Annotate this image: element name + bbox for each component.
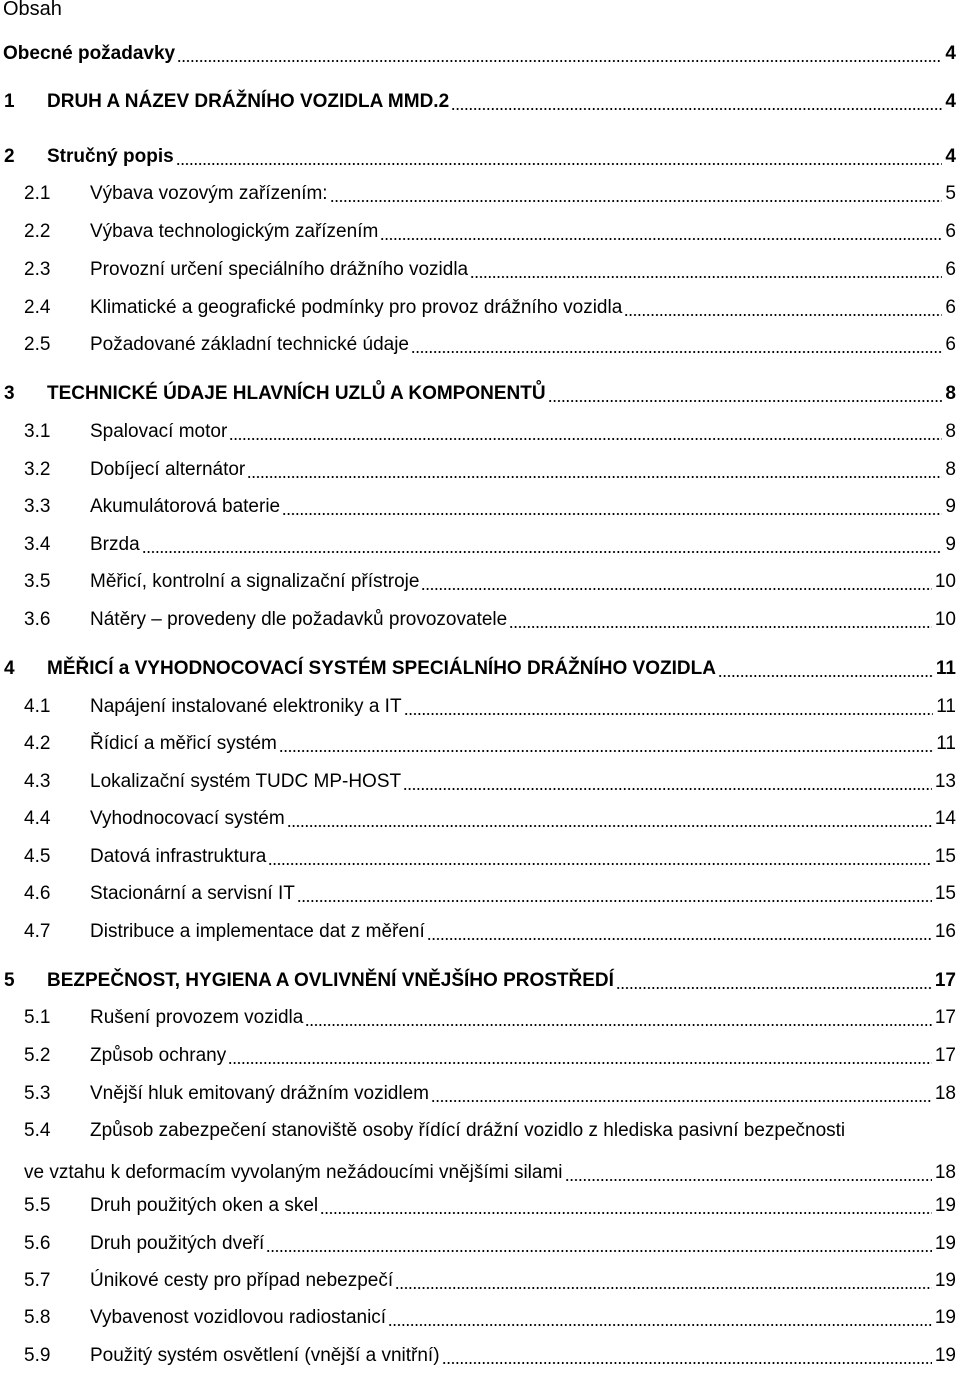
toc-entry-title: Klimatické a geografické podmínky pro provoz drážního vozidla	[90, 297, 623, 318]
toc-entry-number: 5.7	[24, 1270, 51, 1291]
toc-entry-page-number: 15	[934, 883, 956, 904]
toc-entry-page-number: 6	[945, 221, 956, 242]
dot-leader	[229, 438, 942, 440]
toc-entry-page-number: 11	[936, 733, 956, 754]
toc-entry[interactable]	[0, 730, 960, 760]
toc-entry-number: 3.5	[24, 571, 51, 592]
toc-entry-number: 3.2	[24, 459, 51, 480]
toc-entry[interactable]	[0, 967, 960, 997]
toc-entry-number: 5.1	[24, 1007, 51, 1028]
toc-entry-number: 5	[4, 970, 15, 991]
toc-entry[interactable]	[0, 456, 960, 486]
toc-entry-number: 5.4	[24, 1120, 51, 1141]
toc-entry-title: Požadované základní technické údaje	[90, 334, 410, 355]
toc-entry[interactable]	[0, 1230, 960, 1260]
dot-leader	[548, 400, 943, 402]
toc-entry[interactable]	[0, 88, 960, 118]
toc-entry-title: Stacionární a servisní IT	[90, 883, 295, 904]
toc-entry[interactable]	[0, 493, 960, 523]
dot-leader	[320, 1212, 932, 1214]
toc-entry-title: Vnější hluk emitovaný drážním vozidlem	[90, 1083, 429, 1104]
dot-leader	[411, 351, 942, 353]
toc-entry-number: 2.1	[24, 183, 51, 204]
toc-entry-title: Rušení provozem vozidla	[90, 1007, 304, 1028]
dot-leader	[442, 1362, 932, 1364]
toc-entry-number: 3	[4, 383, 15, 404]
dot-leader	[616, 987, 932, 989]
toc-entry-number: 4.5	[24, 846, 51, 867]
toc-entry-page-number: 8	[945, 421, 956, 442]
toc-entry-title: Druh použitých dveří	[90, 1233, 265, 1254]
toc-entry[interactable]	[0, 1192, 960, 1222]
toc-entry-title: Vybavenost vozidlovou radiostanicí	[90, 1307, 387, 1328]
dot-leader	[247, 476, 942, 478]
toc-entry-page-number: 8	[945, 459, 956, 480]
toc-entry-title: DRUH A NÁZEV DRÁŽNÍHO VOZIDLA MMD.2	[47, 91, 450, 112]
toc-entry-page-number: 19	[934, 1345, 956, 1366]
toc-entry-page-number: 8	[945, 383, 956, 404]
toc-entry[interactable]	[0, 1042, 960, 1072]
toc-entry-page-number: 6	[945, 334, 956, 355]
toc-entry-page-number: 6	[945, 297, 956, 318]
dot-leader	[565, 1179, 932, 1181]
toc-entry-title: Spalovací motor	[90, 421, 228, 442]
toc-entry-number: 4.7	[24, 921, 51, 942]
dot-leader	[509, 626, 932, 628]
toc-entry-page-number: 5	[945, 183, 956, 204]
toc-entry-title: Datová infrastruktura	[90, 846, 267, 867]
dot-leader	[431, 1100, 932, 1102]
dot-leader	[624, 314, 942, 316]
toc-entry-title: Řídicí a měřicí systém	[90, 733, 277, 754]
toc-entry-page-number: 14	[934, 808, 956, 829]
dot-leader	[266, 1250, 932, 1252]
dot-leader	[470, 276, 942, 278]
toc-entry-page-number: 4	[945, 91, 956, 112]
page-title: Obsah	[3, 0, 62, 20]
toc-entry-number: 2	[4, 146, 15, 167]
toc-entry[interactable]	[0, 880, 960, 910]
toc-entry-page-number: 13	[934, 771, 956, 792]
dot-leader	[176, 163, 943, 165]
toc-entry[interactable]	[0, 418, 960, 448]
toc-entry-title: Únikové cesty pro případ nebezpečí	[90, 1270, 394, 1291]
toc-entry-page-number: 18	[934, 1083, 956, 1104]
toc-entry-number: 5.2	[24, 1045, 51, 1066]
toc-entry-title: Obecné požadavky	[3, 43, 176, 64]
toc-entry-number: 4.3	[24, 771, 51, 792]
toc-entry-page-number: 19	[934, 1307, 956, 1328]
toc-entry-page-number: 19	[934, 1195, 956, 1216]
toc-entry-page-number: 17	[934, 1045, 956, 1066]
dot-leader	[427, 938, 932, 940]
toc-entry-number: 5.3	[24, 1083, 51, 1104]
dot-leader	[404, 713, 934, 715]
toc-entry-page-number: 16	[934, 921, 956, 942]
toc-entry-number: 5.8	[24, 1307, 51, 1328]
toc-entry-number: 2.4	[24, 297, 51, 318]
dot-leader	[388, 1324, 932, 1326]
toc-entry-title: Měřicí, kontrolní a signalizační přístroje	[90, 571, 420, 592]
toc-entry[interactable]	[0, 1304, 960, 1334]
toc-entry-page-number: 19	[934, 1233, 956, 1254]
toc-entry-number: 1	[4, 91, 15, 112]
toc-entry-number: 3.4	[24, 534, 51, 555]
toc-entry-title: Druh použitých oken a skel	[90, 1195, 319, 1216]
toc-entry[interactable]	[0, 331, 960, 361]
dot-leader	[282, 513, 942, 515]
toc-entry-number: 5.9	[24, 1345, 51, 1366]
toc-entry-number: 4.4	[24, 808, 51, 829]
toc-entry-continuation[interactable]	[0, 1159, 960, 1189]
toc-entry-title: Distribuce a implementace dat z měření	[90, 921, 425, 942]
dot-leader	[451, 108, 942, 110]
toc-entry-title: Použitý systém osvětlení (vnější a vnitřní)	[90, 1345, 440, 1366]
toc-entry[interactable]	[0, 143, 960, 173]
toc-entry[interactable]	[0, 256, 960, 286]
toc-entry[interactable]	[0, 294, 960, 324]
toc-entry-page-number: 6	[945, 259, 956, 280]
dot-leader	[228, 1062, 932, 1064]
toc-entry-page-number: 10	[934, 571, 956, 592]
toc-entry[interactable]	[0, 768, 960, 798]
toc-entry-title: Způsob zabezpečení stanoviště osoby řídící drážní vozidlo z hlediska pasivní bezpečnosti	[90, 1120, 846, 1141]
toc-entry-number: 2.5	[24, 334, 51, 355]
toc-entry-page-number: 11	[935, 658, 956, 679]
toc-entry-title: MĚŘICÍ a VYHODNOCOVACÍ SYSTÉM SPECIÁLNÍHO DRÁŽNÍHO VOZIDLA	[47, 658, 716, 679]
toc-entry-title-continuation: ve vztahu k deformacím vyvolaným nežádoucími vnějšími silami	[24, 1162, 563, 1183]
toc-entry-page-number: 19	[934, 1270, 956, 1291]
toc-entry[interactable]	[0, 218, 960, 248]
toc-entry-page-number: 11	[936, 696, 956, 717]
toc-entry[interactable]	[0, 180, 960, 210]
toc-entry-page-number: 4	[945, 43, 956, 64]
toc-entry-title: Nátěry – provedeny dle požadavků provozovatele	[90, 609, 508, 630]
dot-leader	[421, 588, 931, 590]
dot-leader	[380, 238, 942, 240]
toc-entry-number: 4	[4, 658, 15, 679]
dot-leader	[297, 900, 932, 902]
toc-entry-number: 3.1	[24, 421, 51, 442]
toc-entry[interactable]	[0, 380, 960, 410]
toc-entry-page-number: 4	[945, 146, 956, 167]
toc-entry-page-number: 15	[934, 846, 956, 867]
toc-entry-page-number: 18	[934, 1162, 956, 1183]
toc-entry-title: Stručný popis	[47, 146, 174, 167]
toc-entry-page-number: 17	[934, 1007, 956, 1028]
toc-entry-title: Dobíjecí alternátor	[90, 459, 246, 480]
dot-leader	[403, 788, 932, 790]
toc-entry-number: 5.6	[24, 1233, 51, 1254]
toc-entry[interactable]	[0, 1117, 960, 1147]
dot-leader	[718, 675, 933, 677]
toc-entry-page-number: 9	[945, 534, 956, 555]
toc-entry-page-number: 17	[934, 970, 956, 991]
toc-entry-title: BEZPEČNOST, HYGIENA A OVLIVNĚNÍ VNĚJŠÍHO PROSTŘEDÍ	[47, 970, 614, 991]
toc-entry[interactable]	[0, 805, 960, 835]
toc-entry[interactable]	[0, 918, 960, 948]
toc-entry-title: Výbava technologickým zařízením	[90, 221, 379, 242]
toc-entry[interactable]	[0, 693, 960, 723]
toc-entry-title: Akumulátorová baterie	[90, 496, 281, 517]
toc-entry[interactable]	[0, 1080, 960, 1110]
toc-entry[interactable]	[0, 1267, 960, 1297]
toc-entry-title: TECHNICKÉ ÚDAJE HLAVNÍCH UZLŮ A KOMPONENTŮ	[47, 383, 546, 404]
dot-leader	[395, 1287, 932, 1289]
toc-entry-title: Způsob ochrany	[90, 1045, 227, 1066]
toc-entry[interactable]	[0, 568, 960, 598]
toc-entry-number: 5.5	[24, 1195, 51, 1216]
toc-entry-title: Vyhodnocovací systém	[90, 808, 285, 829]
toc-entry[interactable]	[0, 843, 960, 873]
toc-entry[interactable]	[0, 531, 960, 561]
toc-entry-number: 2.3	[24, 259, 51, 280]
toc-entry-number: 2.2	[24, 221, 51, 242]
toc-entry-number: 3.6	[24, 609, 51, 630]
dot-leader	[279, 750, 933, 752]
toc-entry-number: 3.3	[24, 496, 51, 517]
toc-entry-number: 4.1	[24, 696, 51, 717]
toc-entry[interactable]	[0, 655, 960, 685]
dot-leader	[142, 551, 943, 553]
toc-entry-title: Výbava vozovým zařízením:	[90, 183, 328, 204]
dot-leader	[177, 60, 942, 62]
toc-entry[interactable]	[0, 606, 960, 636]
dot-leader	[305, 1024, 932, 1026]
toc-entry-title: Brzda	[90, 534, 140, 555]
toc-entry[interactable]	[0, 40, 960, 70]
toc-entry-title: Lokalizační systém TUDC MP-HOST	[90, 771, 402, 792]
toc-entry[interactable]	[0, 1004, 960, 1034]
toc-entry[interactable]	[0, 1342, 960, 1372]
dot-leader	[287, 825, 932, 827]
toc-entry-number: 4.6	[24, 883, 51, 904]
toc-entry-page-number: 9	[945, 496, 956, 517]
toc-entry-number: 4.2	[24, 733, 51, 754]
toc-entry-title: Provozní určení speciálního drážního vozidla	[90, 259, 469, 280]
toc-entry-page-number: 10	[934, 609, 956, 630]
dot-leader	[330, 200, 943, 202]
toc-entry-title: Napájení instalované elektroniky a IT	[90, 696, 402, 717]
dot-leader	[268, 863, 932, 865]
